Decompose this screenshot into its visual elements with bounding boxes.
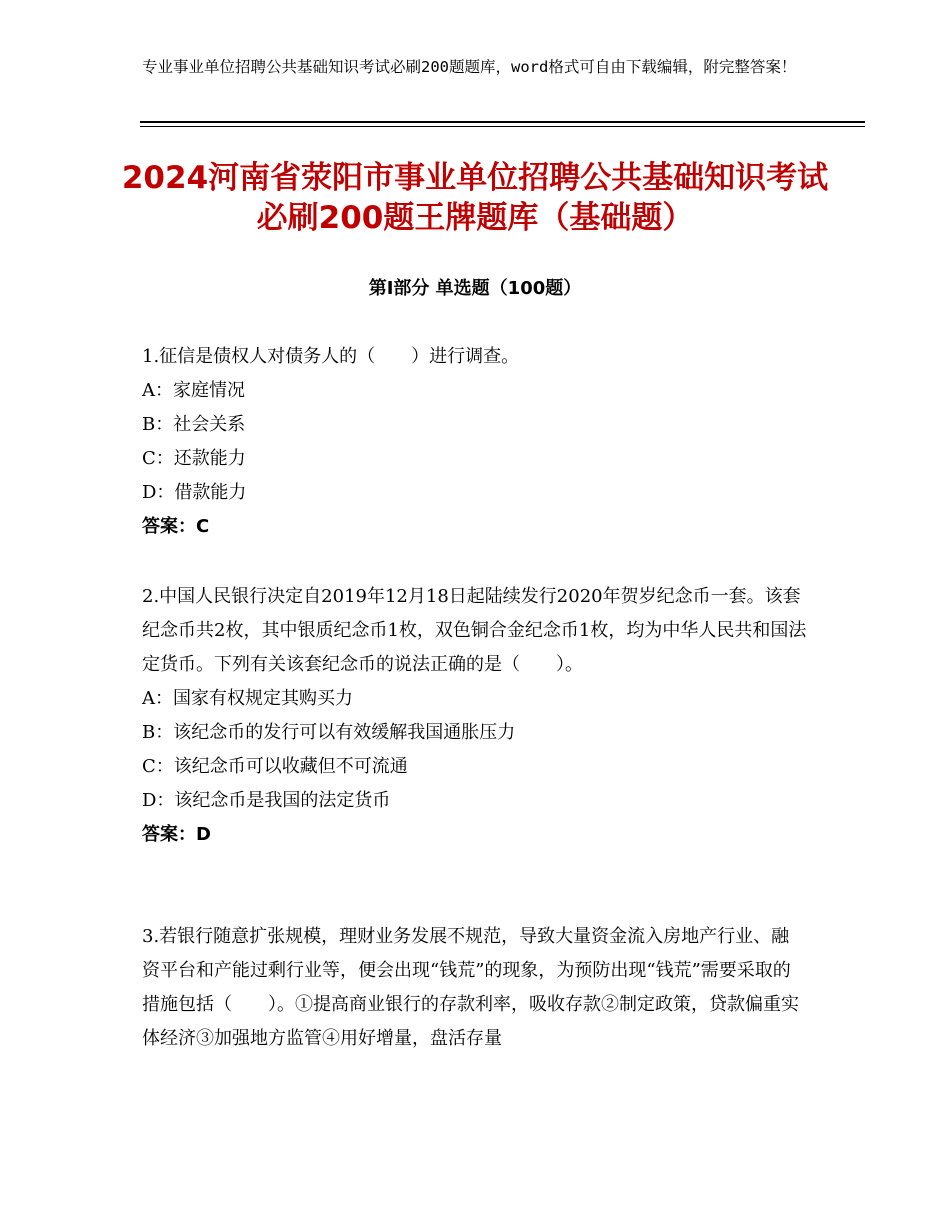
question-3 [142,920,807,1056]
option-c: C：还款能力 [142,448,246,469]
option-a: A：国家有权规定其购买力 [142,688,353,709]
option-d: D：借款能力 [142,482,247,503]
option-a: A：家庭情况 [142,380,245,401]
question-text: 1.征信是债权人对债务人的（ ）进行调查。 [142,346,520,367]
header-note: 专业事业单位招聘公共基础知识考试必刷200题题库，word格式可自由下载编辑，附完整答案！ [142,58,797,76]
option-d: D：该纪念币是我国的法定货币 [142,790,391,811]
option-b: B：该纪念币的发行可以有效缓解我国通胀压力 [142,722,516,743]
option-b: B：社会关系 [142,414,246,435]
header-rule-thick [140,121,865,123]
answer: 答案：C [142,516,210,537]
answer: 答案：D [142,824,211,845]
question-text: 3.若银行随意扩张规模，理财业务发展不规范，导致大量资金流入房地产行业、融资平台和产能过剩行业等，便会出现“钱荒”的现象，为预防出现“钱荒”需要采取的措施包括（ ）。①提高商业银行的存款利率，吸收存款②制定政策，贷款偏重实体经济③加强地方监管④用好增量，盘活存量 [142,926,799,1049]
question-2 [142,580,807,852]
option-c: C：该纪念币可以收藏但不可流通 [142,756,408,777]
document-title: 2024河南省荥阳市事业单位招聘公共基础知识考试必刷200题王牌题库（基础题） [121,160,829,236]
header-rule-thin [140,126,865,127]
section-title: 第Ⅰ部分 单选题（100题） [368,278,582,299]
question-text: 2.中国人民银行决定自2019年12月18日起陆续发行2020年贺岁纪念币一套。该套纪念币共2枚，其中银质纪念币1枚，双色铜合金纪念币1枚，均为中华人民共和国法定货币。下列有关该套纪念币的说法正确的是（ ）。 [142,586,807,675]
question-1 [142,340,807,544]
